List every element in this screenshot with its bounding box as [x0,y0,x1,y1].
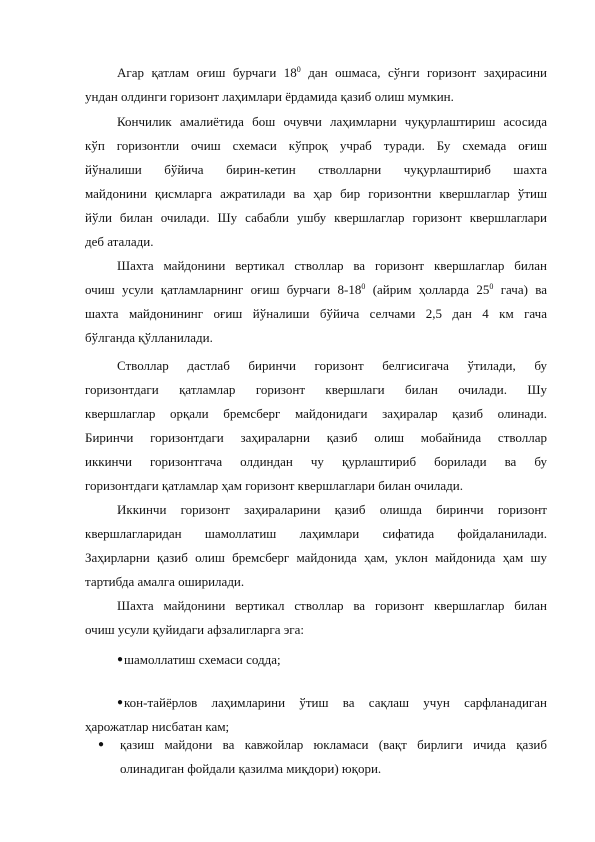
paragraph-3 [85,254,547,350]
paragraph-2-line-4: майдонини қисмларга ажратилади ва ҳар бир горизонтни квершлаглар ўтиш [85,186,547,201]
paragraph-6 [85,594,547,642]
bullet-text-continued: ҳарожатлар нисбатан кам; [85,719,230,734]
bullet-text: кон-тайёрлов лаҳимларини ўтиш ва сақлаш учун сарфланадиган [124,695,547,710]
bullet-icon: ● [98,739,105,750]
paragraph-4-line-2: горизонтдаги қатламлар горизонт квершлаги билан очилади. Шу [85,382,547,397]
paragraph-5-line-2: квершлагларидан шамоллатиш лаҳимлари сифатида фойдаланилади. [85,526,547,541]
paragraph-2-line-6: деб аталади. [85,234,154,249]
bullet-item-2 [85,691,547,739]
bullet-line [117,691,547,715]
paragraph-4-line-1: Стволлар дастлаб биринчи горизонт белгисигача ўтилади, бу [117,358,547,373]
paragraph-6-line-1: Шахта майдонини вертикал стволлар ва горизонт квершлаглар билан [117,598,547,613]
paragraph-5 [85,498,547,594]
paragraph-3-line-4: бўлганда қўлланилади. [85,330,213,345]
paragraph-3-line-2 [85,278,547,302]
bullet-item-3 [98,733,547,781]
paragraph-5-line-4: тартибда амалга оширилади. [85,574,245,589]
bullet-text: шамоллатиш схемаси содда; [124,652,281,667]
text-run: (айрим ҳолларда 25 [365,282,490,297]
bullet-icon: ● [117,697,124,708]
text-run: дан ошмаса, сўнги горизонт заҳирасини [300,65,547,80]
paragraph-2-line-3: йўналиши бўйича бирин-кетин стволларни чуқурлаштириб шахта [85,162,547,177]
superscript-degree: 0 [296,65,301,74]
paragraph-2-line-1: Кончилик амалиётида бош очувчи лаҳимларни чуқурлаштириш асосида [117,114,547,129]
paragraph-4-line-3: квершлаглар орқали бремсберг майдонидаги заҳиралар қазиб олинади. [85,406,547,421]
paragraph-1-line-2: ундан олдинги горизонт лаҳимлари ёрдамида қазиб олиш мумкин. [85,89,454,104]
paragraph-2-line-5: йўли билан очилади. Шу сабабли ушбу квершлаглар горизонт квершлаглари [85,210,547,225]
paragraph-3-line-3: шахта майдонининг оғиш йўналиши бўйича селчами 2,5 дан 4 км гача [85,306,547,321]
paragraph-2 [85,110,547,254]
bullet-text: қазиш майдони ва кавжойлар юкламаси (вақт бирлиги ичида қазиб [120,737,547,752]
text-run: Агар қатлам оғиш бурчаги 18 [117,65,297,80]
superscript-degree: 0 [361,282,366,291]
paragraph-5-line-3: Заҳирларни қазиб олиш бремсберг майдонида ҳам, уклон майдонида ҳам шу [85,550,547,565]
bullet-line [117,648,547,672]
paragraph-4-line-6: горизонтдаги қатламлар ҳам горизонт квершлаглари билан очилади. [85,478,463,493]
bullet-icon: ● [117,654,124,665]
paragraph-3-line-1: Шахта майдонини вертикал стволлар ва горизонт квершлаглар билан [117,258,547,273]
paragraph-5-line-1: Иккинчи горизонт заҳираларини қазиб олишда биринчи горизонт [117,502,547,517]
paragraph-4-line-4: Биринчи горизонтдаги заҳираларни қазиб олиш мобайнида стволлар [85,430,547,445]
bullet-text-continued: олинадиган фойдали қазилма миқдори) юқори. [120,761,382,776]
text-run: гача) ва [493,282,547,297]
paragraph-2-line-2: кўп горизонтли очиш схемаси кўпроқ учраб туради. Бу схемада оғиш [85,138,547,153]
paragraph-4-line-5: иккинчи горизонтгача олдиндан чу қурлаштириб борилади ва бу [85,454,547,469]
text-run: очиш усули қатламларнинг оғиш бурчаги 8-18 [85,282,362,297]
paragraph-1 [85,61,547,109]
paragraph-6-line-2: очиш усули қуйидаги афзалигларга эга: [85,622,305,637]
bullet-item-1 [85,648,547,672]
paragraph-1-line-1 [117,61,547,85]
paragraph-4 [85,354,547,498]
superscript-degree: 0 [489,282,494,291]
